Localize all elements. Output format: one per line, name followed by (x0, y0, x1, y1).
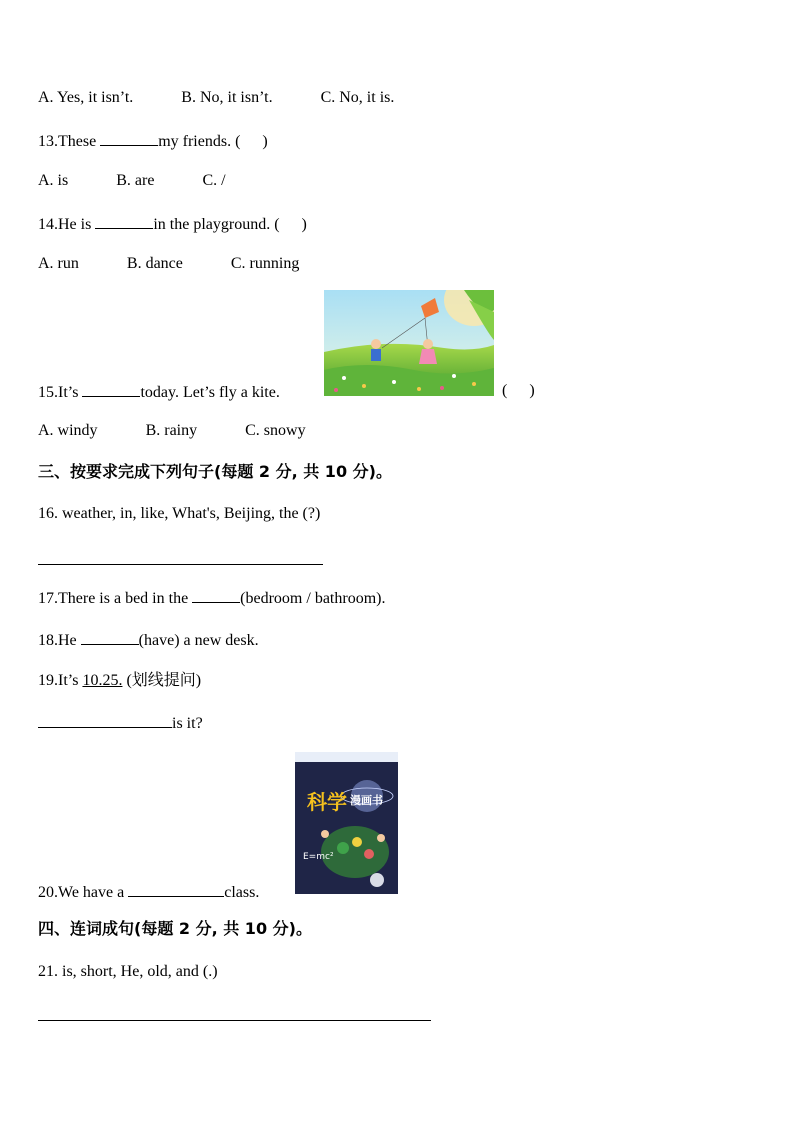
q19-underlined-value: 10.25. (82, 672, 123, 689)
q16-answer-line[interactable] (38, 564, 323, 565)
q13-text-pre: These (58, 133, 97, 150)
q15-blank[interactable] (82, 381, 140, 397)
q21-answer-line[interactable] (38, 1020, 431, 1021)
section-3-heading: 三、按要求完成下列句子(每题 2 分, 共 10 分)。 (38, 462, 392, 481)
q13-number: 13. (38, 133, 58, 150)
q15-options (38, 421, 306, 441)
q12-option-b[interactable]: B. No, it isn’t. (181, 89, 273, 106)
q15-number: 15. (38, 384, 58, 401)
q15-option-c[interactable]: C. snowy (245, 422, 306, 439)
q14-option-a[interactable]: A. run (38, 255, 79, 272)
q13-close-paren: ) (262, 133, 268, 150)
q19-text-pre: It’s (58, 672, 79, 689)
q14-option-c[interactable]: C. running (230, 255, 300, 272)
science-comic-book-cover (295, 752, 398, 894)
q14-blank[interactable] (95, 213, 153, 229)
q15-text-post: today. Let’s fly a kite. (140, 384, 280, 401)
question-18 (38, 629, 259, 651)
q18-text-post: (have) a new desk. (138, 632, 259, 649)
book-formula: E=mc² (303, 852, 334, 862)
q20-text-pre: We have a (58, 884, 125, 901)
book-title-main: 科学 (307, 790, 347, 814)
question-21: 21. is, short, He, old, and (.) (38, 963, 218, 980)
q13-option-c[interactable]: C. / (202, 172, 226, 189)
q14-text-post: in the playground. ( (153, 216, 280, 233)
q18-blank[interactable] (81, 629, 139, 645)
q20-text-post: class. (224, 884, 260, 901)
q14-option-b[interactable]: B. dance (126, 255, 183, 272)
q15-close-paren: ) (529, 382, 535, 399)
question-13 (38, 130, 268, 152)
kite-picture (324, 290, 494, 396)
question-14 (38, 213, 307, 235)
q19-answer (38, 712, 203, 734)
q15-option-a[interactable]: A. windy (38, 422, 98, 439)
q14-close-paren: ) (301, 216, 307, 233)
q13-options (38, 171, 226, 191)
q17-text-post: (bedroom / bathroom). (240, 590, 386, 607)
kite-scene-illustration (324, 290, 494, 396)
q19-instruction: (划线提问) (126, 672, 202, 689)
section-4-heading: 四、连词成句(每题 2 分, 共 10 分)。 (38, 919, 312, 938)
q12-option-c[interactable]: C. No, it is. (320, 89, 395, 106)
q13-option-b[interactable]: B. are (116, 172, 155, 189)
q15-answer-parens[interactable] (502, 381, 535, 401)
question-17 (38, 587, 385, 609)
book-title-sub: 漫画书 (350, 794, 383, 807)
q14-number: 14. (38, 216, 58, 233)
question-16: 16. weather, in, like, What's, Beijing, the (?) (38, 505, 321, 522)
q19-answer-text: is it? (172, 715, 203, 732)
q12-option-a[interactable]: A. Yes, it isn’t. (38, 89, 134, 106)
q13-text-post: my friends. ( (158, 133, 241, 150)
q20-number: 20. (38, 884, 58, 901)
q13-blank[interactable] (100, 130, 158, 146)
q17-blank[interactable] (192, 587, 240, 603)
q15-open-paren: ( (502, 382, 508, 399)
q14-text-pre: He is (58, 216, 92, 233)
q15-option-b[interactable]: B. rainy (145, 422, 198, 439)
q20-blank[interactable] (128, 881, 224, 897)
q19-blank[interactable] (38, 712, 172, 728)
q19-number: 19. (38, 672, 58, 689)
question-19 (38, 671, 201, 691)
q17-text-pre: There is a bed in the (58, 590, 189, 607)
book-cover-art (295, 752, 398, 894)
question-20 (38, 881, 259, 903)
q17-number: 17. (38, 590, 58, 607)
q15-text-pre: It’s (58, 384, 79, 401)
question-15 (38, 381, 280, 403)
q13-option-a[interactable]: A. is (38, 172, 69, 189)
q14-options (38, 254, 299, 274)
q18-text-pre: He (58, 632, 77, 649)
q18-number: 18. (38, 632, 58, 649)
q12-options (38, 88, 394, 108)
